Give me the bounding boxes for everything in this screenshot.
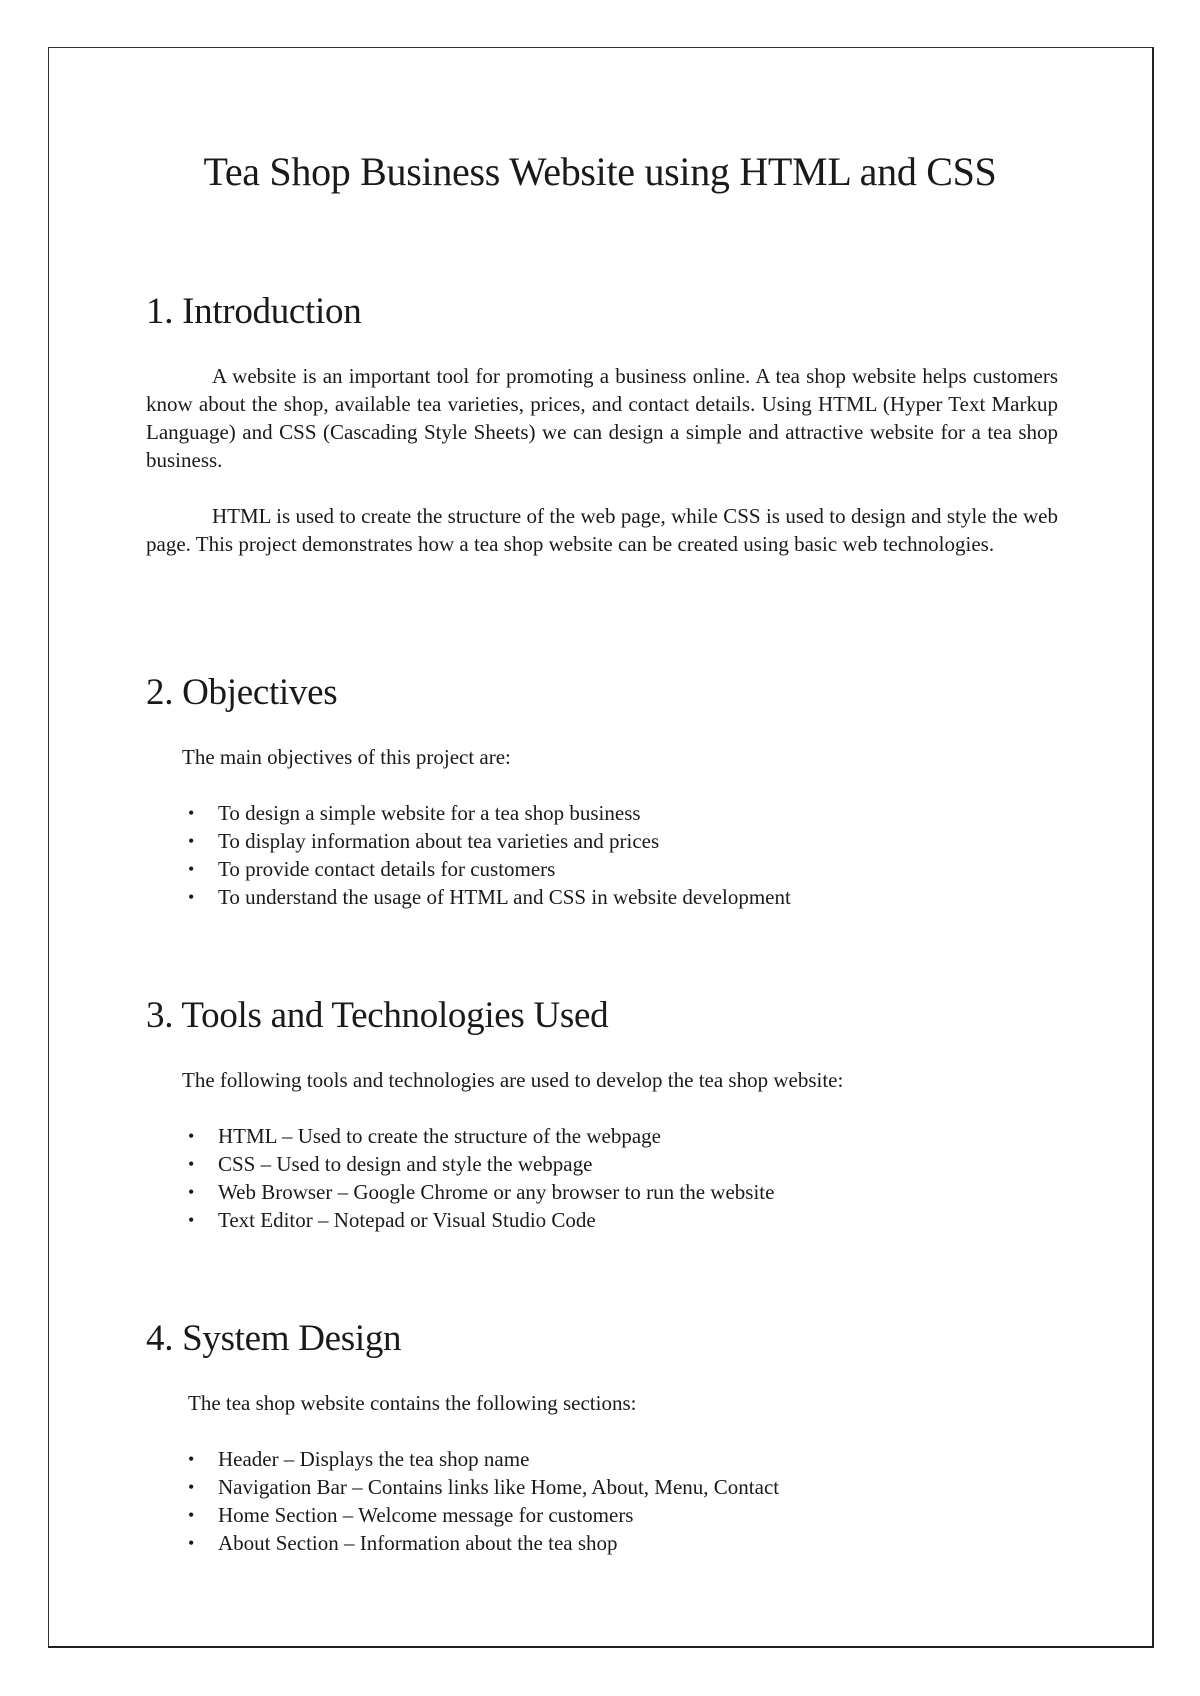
list-item-text: About Section – Information about the tea shop bbox=[218, 1531, 618, 1555]
introduction-paragraph-1: A website is an important tool for promoting a business online. A tea shop website helps customers know about the shop, available tea varieties, prices, and contact details. Using HTML (Hyper Text Markup Language) and CSS (Cascading Style Sheets) we can design a simple and attractive website for a tea shop business. bbox=[146, 364, 1058, 472]
bullet-icon: • bbox=[188, 1449, 195, 1469]
bullet-icon: • bbox=[188, 1477, 195, 1497]
list-item-text: CSS – Used to design and style the webpage bbox=[218, 1152, 593, 1176]
list-item-text: To display information about tea varieties and prices bbox=[218, 829, 660, 853]
bullet-icon: • bbox=[188, 1182, 195, 1202]
list-item-text: Home Section – Welcome message for customers bbox=[218, 1503, 634, 1527]
list-item bbox=[188, 1122, 774, 1150]
bullet-icon: • bbox=[188, 831, 195, 851]
section-heading-introduction: 1. Introduction bbox=[146, 291, 362, 332]
bullet-icon: • bbox=[188, 803, 195, 823]
list-item bbox=[188, 799, 791, 827]
tools-lead: The following tools and technologies are used to develop the tea shop website: bbox=[182, 1068, 844, 1092]
list-item-text: To design a simple website for a tea shop business bbox=[218, 801, 641, 825]
section-heading-system-design: 4. System Design bbox=[146, 1318, 402, 1359]
list-item bbox=[188, 1529, 779, 1557]
list-item-text: Web Browser – Google Chrome or any browser to run the website bbox=[218, 1180, 775, 1204]
list-item-text: To provide contact details for customers bbox=[218, 857, 556, 881]
system-design-lead: The tea shop website contains the following sections: bbox=[188, 1391, 637, 1415]
document-title: Tea Shop Business Website using HTML and CSS bbox=[203, 149, 997, 194]
list-item bbox=[188, 883, 791, 911]
list-item-text: Navigation Bar – Contains links like Home, About, Menu, Contact bbox=[218, 1475, 780, 1499]
bullet-icon: • bbox=[188, 887, 195, 907]
system-design-list bbox=[188, 1445, 780, 1557]
bullet-icon: • bbox=[188, 1210, 195, 1230]
list-item-text: Header – Displays the tea shop name bbox=[218, 1447, 530, 1471]
list-item-text: Text Editor – Notepad or Visual Studio Code bbox=[218, 1208, 596, 1232]
list-item bbox=[188, 1473, 780, 1501]
list-item bbox=[188, 1501, 779, 1529]
bullet-icon: • bbox=[188, 859, 195, 879]
bullet-icon: • bbox=[188, 1126, 195, 1146]
objectives-lead: The main objectives of this project are: bbox=[182, 745, 511, 769]
objectives-list bbox=[188, 799, 791, 911]
list-item bbox=[188, 1150, 774, 1178]
list-item-text: HTML – Used to create the structure of the webpage bbox=[218, 1124, 661, 1148]
list-item-text: To understand the usage of HTML and CSS in website development bbox=[218, 885, 791, 909]
introduction-paragraph-2: HTML is used to create the structure of the web page, while CSS is used to design and style the web page. This project demonstrates how a tea shop website can be created using basic web technologies. bbox=[146, 504, 1058, 556]
list-item bbox=[188, 1178, 775, 1206]
section-heading-objectives: 2. Objectives bbox=[146, 672, 338, 713]
bullet-icon: • bbox=[188, 1533, 195, 1553]
section-heading-tools: 3. Tools and Technologies Used bbox=[146, 995, 609, 1036]
list-item bbox=[188, 855, 791, 883]
list-item bbox=[188, 827, 791, 855]
list-item bbox=[188, 1445, 779, 1473]
list-item bbox=[188, 1206, 774, 1234]
bullet-icon: • bbox=[188, 1154, 195, 1174]
tools-list bbox=[188, 1122, 775, 1234]
bullet-icon: • bbox=[188, 1505, 195, 1525]
